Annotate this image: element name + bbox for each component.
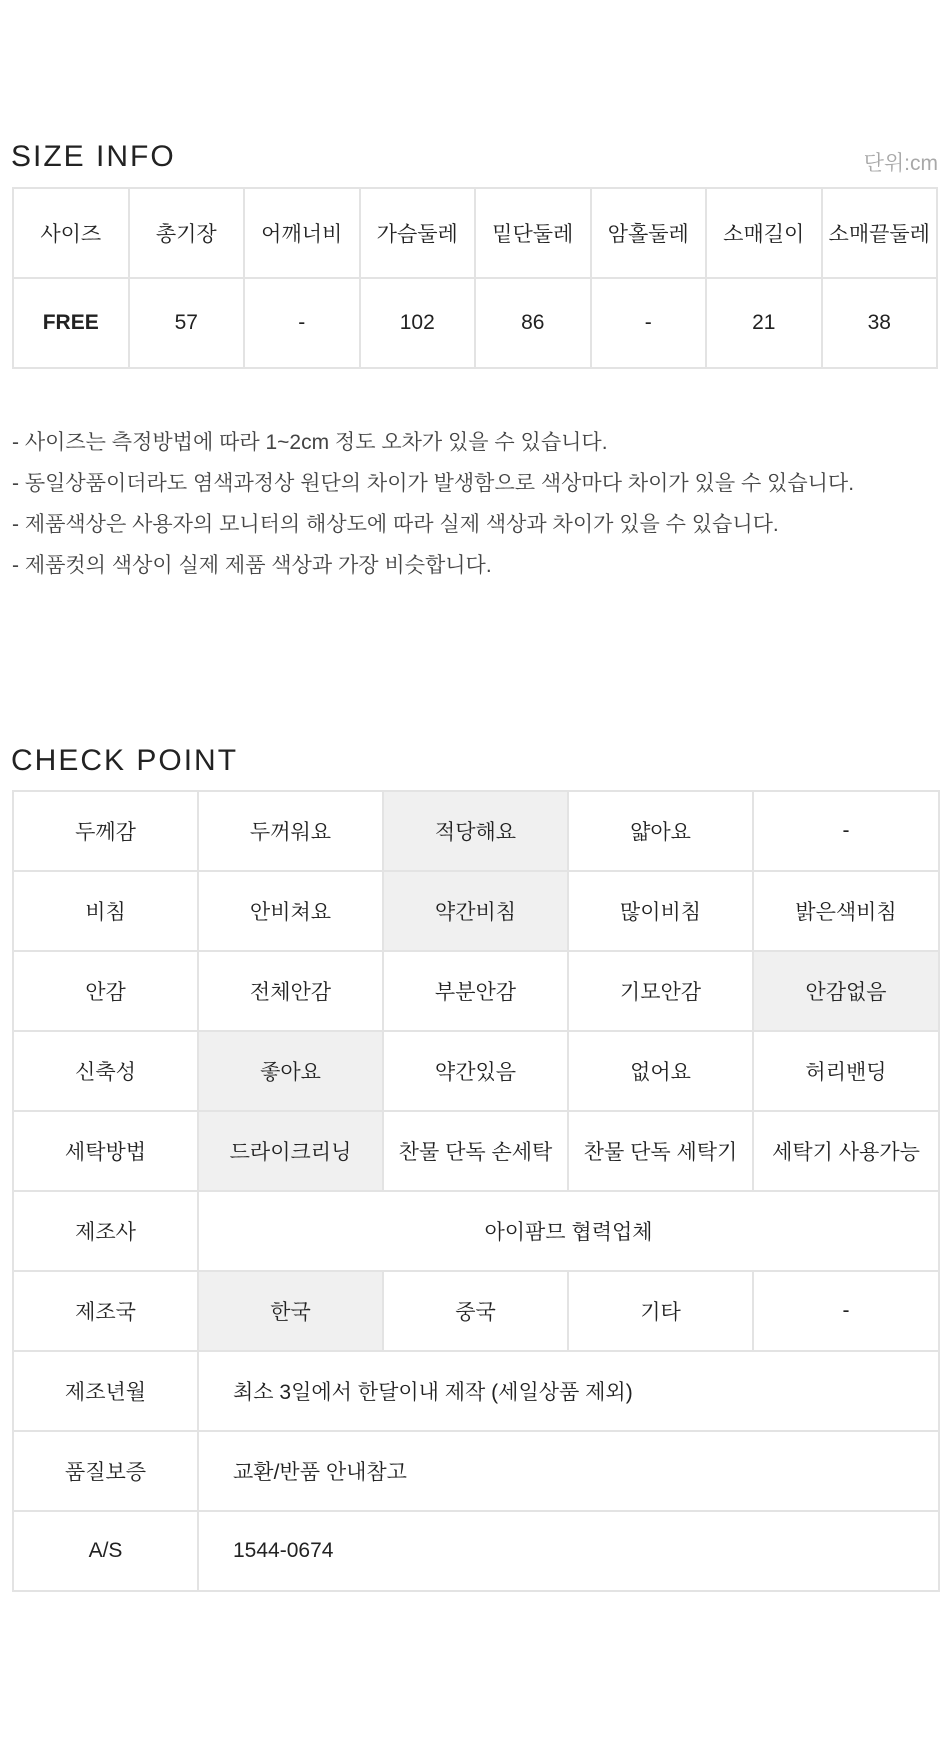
check-point-row bbox=[13, 871, 939, 951]
check-point-option: 밝은색비침 bbox=[753, 871, 939, 951]
check-point-label: 비침 bbox=[13, 871, 198, 951]
check-point-option: 많이비침 bbox=[568, 871, 753, 951]
check-point-option: 찬물 단독 세탁기 bbox=[568, 1111, 753, 1191]
size-header-cell: 밑단둘레 bbox=[475, 188, 591, 278]
check-point-label: 안감 bbox=[13, 951, 198, 1031]
check-point-option: 세탁기 사용가능 bbox=[753, 1111, 939, 1191]
check-point-option: 허리밴딩 bbox=[753, 1031, 939, 1111]
size-cell: 86 bbox=[475, 278, 591, 368]
check-point-row bbox=[13, 1431, 939, 1511]
check-point-option: - bbox=[753, 1271, 939, 1351]
check-point-option: 중국 bbox=[383, 1271, 568, 1351]
size-table-header-row bbox=[13, 188, 937, 278]
check-point-option: 없어요 bbox=[568, 1031, 753, 1111]
check-point-option-selected: 좋아요 bbox=[198, 1031, 383, 1111]
size-header-cell: 어깨너비 bbox=[244, 188, 360, 278]
check-point-option: 기타 bbox=[568, 1271, 753, 1351]
check-point-option: 두꺼워요 bbox=[198, 791, 383, 871]
check-point-option: 기모안감 bbox=[568, 951, 753, 1031]
check-point-option-selected: 한국 bbox=[198, 1271, 383, 1351]
check-point-label: 세탁방법 bbox=[13, 1111, 198, 1191]
note-item: - 동일상품이더라도 염색과정상 원단의 차이가 발생함으로 색상마다 차이가 있을 수 있습니다. bbox=[12, 472, 855, 495]
unit-label: 단위:cm bbox=[863, 152, 938, 175]
size-info-title: SIZE INFO bbox=[11, 140, 176, 173]
check-point-option-selected: 안감없음 bbox=[753, 951, 939, 1031]
check-point-value: 아이팜므 협력업체 bbox=[198, 1191, 939, 1271]
check-point-label: 품질보증 bbox=[13, 1431, 198, 1511]
size-cell: 57 bbox=[129, 278, 245, 368]
check-point-row bbox=[13, 1031, 939, 1111]
size-table bbox=[12, 187, 938, 369]
check-point-option-selected: 드라이크리닝 bbox=[198, 1111, 383, 1191]
size-cell: - bbox=[591, 278, 707, 368]
check-point-option: 전체안감 bbox=[198, 951, 383, 1031]
check-point-value: 1544-0674 bbox=[198, 1511, 939, 1591]
check-point-row bbox=[13, 1191, 939, 1271]
check-point-row bbox=[13, 1511, 939, 1591]
check-point-row bbox=[13, 1111, 939, 1191]
note-item: - 제품컷의 색상이 실제 제품 색상과 가장 비슷합니다. bbox=[12, 554, 492, 577]
size-table-row bbox=[13, 278, 937, 368]
size-header-cell: 가슴둘레 bbox=[360, 188, 476, 278]
check-point-table bbox=[12, 790, 940, 1592]
check-point-value: 최소 3일에서 한달이내 제작 (세일상품 제외) bbox=[198, 1351, 939, 1431]
check-point-row bbox=[13, 1271, 939, 1351]
check-point-label: 제조국 bbox=[13, 1271, 198, 1351]
check-point-option: 안비쳐요 bbox=[198, 871, 383, 951]
check-point-option-selected: 약간비침 bbox=[383, 871, 568, 951]
check-point-row bbox=[13, 791, 939, 871]
check-point-row bbox=[13, 951, 939, 1031]
size-cell: 38 bbox=[822, 278, 938, 368]
check-point-label: 신축성 bbox=[13, 1031, 198, 1111]
check-point-label: 두께감 bbox=[13, 791, 198, 871]
check-point-option: 찬물 단독 손세탁 bbox=[383, 1111, 568, 1191]
note-item: - 사이즈는 측정방법에 따라 1~2cm 정도 오차가 있을 수 있습니다. bbox=[12, 431, 608, 454]
check-point-option: 부분안감 bbox=[383, 951, 568, 1031]
check-point-title: CHECK POINT bbox=[11, 744, 239, 777]
size-header-cell: 암홀둘레 bbox=[591, 188, 707, 278]
check-point-option: 얇아요 bbox=[568, 791, 753, 871]
check-point-value: 교환/반품 안내참고 bbox=[198, 1431, 939, 1511]
size-notes bbox=[12, 422, 854, 586]
size-header-cell: 사이즈 bbox=[13, 188, 129, 278]
check-point-row bbox=[13, 1351, 939, 1431]
check-point-label: 제조년월 bbox=[13, 1351, 198, 1431]
note-item: - 제품색상은 사용자의 모니터의 해상도에 따라 실제 색상과 차이가 있을 수 있습니다. bbox=[12, 513, 779, 536]
size-cell: FREE bbox=[13, 278, 129, 368]
size-cell: - bbox=[244, 278, 360, 368]
check-point-option: - bbox=[753, 791, 939, 871]
size-header-cell: 총기장 bbox=[129, 188, 245, 278]
size-cell: 102 bbox=[360, 278, 476, 368]
size-header-cell: 소매길이 bbox=[706, 188, 822, 278]
check-point-label: A/S bbox=[13, 1511, 198, 1591]
check-point-label: 제조사 bbox=[13, 1191, 198, 1271]
size-cell: 21 bbox=[706, 278, 822, 368]
check-point-option-selected: 적당해요 bbox=[383, 791, 568, 871]
size-header-cell: 소매끝둘레 bbox=[822, 188, 938, 278]
check-point-option: 약간있음 bbox=[383, 1031, 568, 1111]
